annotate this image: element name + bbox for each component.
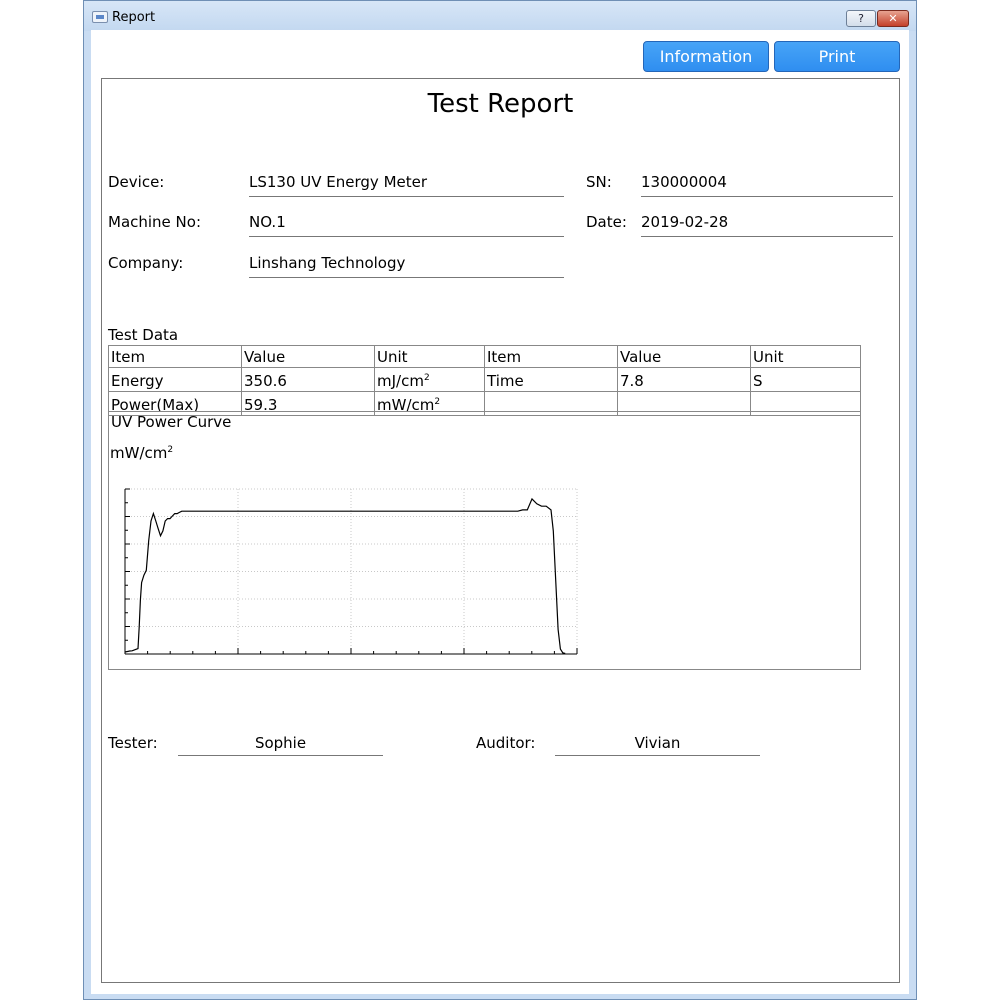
test-data-table <box>108 345 861 416</box>
curve-unit <box>110 444 173 462</box>
unit-text: mJ/cm <box>377 372 424 390</box>
table-cell: 7.8 <box>618 368 751 392</box>
sn-label: SN: <box>586 173 612 191</box>
date-label: Date: <box>586 213 627 231</box>
auditor-label: Auditor: <box>476 734 536 752</box>
table-header: Item <box>485 346 618 368</box>
table-cell: 350.6 <box>242 368 375 392</box>
table-header: Value <box>618 346 751 368</box>
device-value: LS130 UV Energy Meter <box>249 173 564 197</box>
test-data-label: Test Data <box>108 326 179 344</box>
curve-unit-text: mW/cm <box>110 444 168 462</box>
app-icon <box>92 11 108 23</box>
information-button[interactable]: Information <box>643 41 769 72</box>
uv-power-chart <box>115 484 585 666</box>
auditor-value: Vivian <box>555 734 760 756</box>
table-header: Item <box>109 346 242 368</box>
company-label: Company: <box>108 254 184 272</box>
window-title: Report <box>112 10 156 25</box>
machine-label: Machine No: <box>108 213 202 231</box>
print-button[interactable]: Print <box>774 41 900 72</box>
table-cell: Power(Max) <box>109 392 242 416</box>
table-cell: Time <box>485 368 618 392</box>
table-header-row <box>109 346 861 368</box>
client-area <box>91 30 909 994</box>
report-title: Test Report <box>427 89 574 119</box>
curve-title: UV Power Curve <box>111 413 232 431</box>
tester-label: Tester: <box>108 734 158 752</box>
close-button[interactable]: ✕ <box>877 10 909 27</box>
date-value: 2019-02-28 <box>641 213 893 237</box>
table-header: Value <box>242 346 375 368</box>
unit-text: mW/cm <box>377 396 435 414</box>
unit-superscript: 2 <box>434 397 441 407</box>
table-cell: Energy <box>109 368 242 392</box>
uv-power-curve-panel <box>108 411 861 670</box>
help-button[interactable]: ? <box>846 10 876 27</box>
report-window <box>83 0 917 1000</box>
table-cell: 59.3 <box>242 392 375 416</box>
company-value: Linshang Technology <box>249 254 564 278</box>
table-row <box>109 368 861 392</box>
power-curve-line <box>125 499 565 654</box>
tester-value: Sophie <box>178 734 383 756</box>
table-cell: S <box>751 368 861 392</box>
device-label: Device: <box>108 173 165 191</box>
title-bar[interactable] <box>84 1 916 31</box>
report-page <box>101 78 900 983</box>
sn-value: 130000004 <box>641 173 893 197</box>
table-cell-unit <box>375 368 485 392</box>
machine-value: NO.1 <box>249 213 564 237</box>
unit-superscript: 2 <box>423 373 430 383</box>
table-header: Unit <box>375 346 485 368</box>
curve-unit-superscript: 2 <box>167 445 174 455</box>
table-header: Unit <box>751 346 861 368</box>
